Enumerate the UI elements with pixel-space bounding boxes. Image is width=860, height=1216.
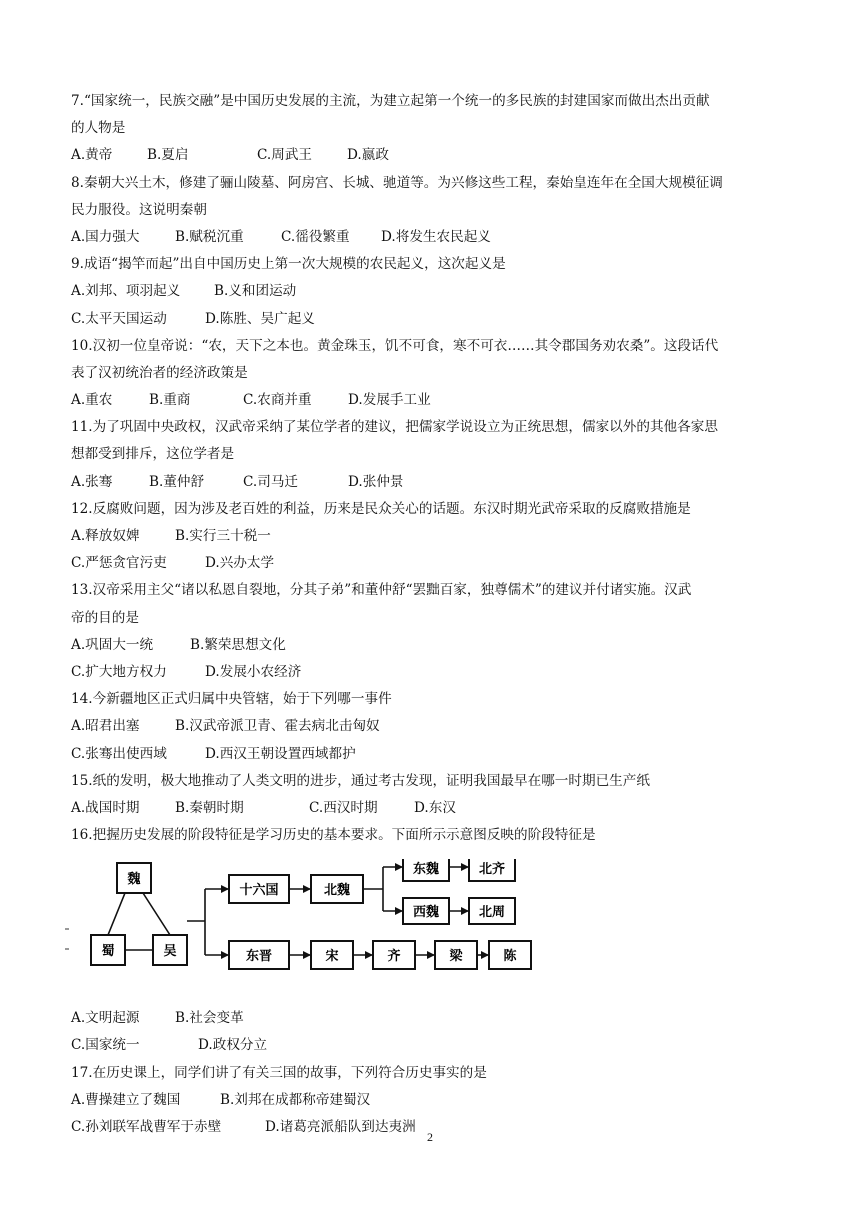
- diagram-box-chen: [489, 941, 531, 969]
- question: [71, 768, 791, 822]
- diagram-box-label: 东晋: [245, 949, 273, 965]
- option-row: [71, 795, 791, 822]
- question-stem: 10.汉初一位皇帝说：“农，天下之本也。黄金珠玉，饥不可食，寒不可衣……其令郡国务劝农桑”。这段话代: [71, 337, 719, 354]
- diagram-box-label: 北齐: [478, 862, 506, 878]
- answer-option[interactable]: B.秦朝时期: [175, 799, 244, 816]
- question-stem: 17.在历史课上，同学们讲了有关三国的故事，下列符合历史事实的是: [71, 1064, 487, 1081]
- question: [71, 686, 791, 768]
- option-row: [71, 469, 791, 496]
- diagram-box-label: 宋: [325, 949, 339, 965]
- diagram-box-label: 齐: [387, 949, 401, 965]
- diagram-box-label: 梁: [449, 949, 463, 965]
- option-row: [71, 1087, 791, 1114]
- question-stem: 帝的目的是: [71, 609, 139, 626]
- diagram-box-xiwei: [403, 898, 449, 924]
- question-stem: 8.秦朝大兴土木，修建了骊山陵墓、阿房宫、长城、驰道等。为兴修这些工程，秦始皇连年在全国大规模征调: [71, 174, 723, 191]
- answer-option[interactable]: A.黄帝: [71, 147, 113, 164]
- answer-option[interactable]: A.文明起源: [71, 1010, 140, 1027]
- answer-option[interactable]: D.嬴政: [347, 147, 389, 164]
- option-row: [71, 713, 791, 740]
- answer-option[interactable]: C.西汉时期: [309, 799, 378, 816]
- option-row: [71, 142, 791, 169]
- question: [71, 414, 791, 496]
- answer-option[interactable]: D.东汉: [414, 799, 456, 816]
- option-row: [71, 1005, 791, 1032]
- question-stem: 想都受到排斥，这位学者是: [71, 446, 235, 463]
- answer-option[interactable]: A.巩固大一统: [71, 636, 154, 653]
- arrow-head-icon: [395, 907, 403, 915]
- arrow-head-icon: [395, 863, 403, 871]
- question-stem: 14.今新疆地区正式归属中央管辖，始于下列哪一事件: [71, 691, 392, 708]
- answer-option[interactable]: B.刘邦在成都称帝建蜀汉: [220, 1091, 371, 1108]
- answer-option[interactable]: A.国力强大: [71, 228, 140, 245]
- diagram-box-wei: [117, 863, 151, 893]
- diagram-box-label: 西魏: [412, 905, 440, 921]
- option-row: [71, 523, 791, 550]
- arrow-head-icon: [221, 885, 229, 893]
- option-row: [71, 306, 791, 333]
- answer-option[interactable]: C.司马迁: [243, 473, 299, 490]
- page-number: 2: [427, 1130, 433, 1144]
- diagram-box-dongwei: [403, 859, 449, 881]
- diagram-box-dongjin: [229, 941, 289, 969]
- question-stem: 7.“国家统一，民族交融”是中国历史发展的主流，为建立起第一个统一的多民族的封建国家而做出杰出贡献: [71, 93, 710, 109]
- arrow-head-icon: [303, 951, 311, 959]
- option-row: [71, 387, 791, 414]
- answer-option[interactable]: B.重商: [149, 392, 191, 409]
- question-stem: 表了汉初统治者的经济政策是: [71, 364, 248, 381]
- answer-option[interactable]: D.陈胜、吴广起义: [205, 310, 315, 327]
- answer-option[interactable]: C.孙刘联军战曹军于赤壁: [71, 1119, 222, 1135]
- question-stem: 15.纸的发明，极大地推动了人类文明的进步，通过考古发现，证明我国最早在哪一时期已生产纸: [71, 772, 650, 789]
- answer-option[interactable]: B.义和团运动: [214, 283, 297, 300]
- arrow-head-icon: [427, 951, 435, 959]
- question: [71, 822, 791, 1060]
- option-row: [71, 550, 791, 577]
- question: [71, 1060, 791, 1142]
- answer-option[interactable]: A.昭君出塞: [71, 718, 140, 735]
- arrow-head-icon: [221, 951, 229, 959]
- diagram-box-wu: [153, 935, 187, 965]
- question-stem: 16.把握历史发展的阶段特征是学习历史的基本要求。下面所示示意图反映的阶段特征是: [71, 827, 596, 844]
- answer-option[interactable]: A.刘邦、项羽起义: [71, 283, 181, 300]
- diagram-box-liang: [435, 941, 477, 969]
- answer-option[interactable]: D.将发生农民起义: [381, 228, 491, 245]
- answer-option[interactable]: C.扩大地方权力: [71, 663, 167, 680]
- diagram-box-label: 北周: [478, 905, 506, 921]
- question-stem: 民力服役。这说明秦朝: [71, 201, 207, 218]
- answer-option[interactable]: D.政权分立: [198, 1037, 268, 1054]
- answer-option[interactable]: A.战国时期: [71, 799, 140, 816]
- diagram-connector: [108, 893, 125, 935]
- answer-option[interactable]: C.张骞出使西域: [71, 745, 167, 762]
- answer-option[interactable]: C.太平天国运动: [71, 310, 167, 327]
- answer-option[interactable]: C.农商并重: [243, 392, 312, 409]
- arrow-head-icon: [365, 951, 373, 959]
- diagram-connector: [143, 893, 170, 935]
- answer-option[interactable]: A.曹操建立了魏国: [71, 1091, 181, 1108]
- question: [71, 333, 791, 415]
- diagram-box-label: 蜀: [101, 944, 115, 960]
- diagram-box-qi: [373, 941, 415, 969]
- answer-option[interactable]: D.兴办太学: [205, 555, 275, 572]
- answer-option[interactable]: B.汉武帝派卫青、霍去病北击匈奴: [175, 718, 380, 735]
- option-row: [71, 1032, 791, 1059]
- diagram-box-beiqi: [469, 859, 515, 881]
- question-stem: 12.反腐败问题，因为涉及老百姓的利益，历来是民众关心的话题。东汉时期光武帝采取的反腐败措施是: [71, 500, 691, 517]
- answer-option[interactable]: B.繁荣思想文化: [190, 636, 286, 653]
- answer-option[interactable]: B.董仲舒: [149, 473, 205, 490]
- diagram-box-label: 吴: [163, 944, 177, 960]
- answer-option[interactable]: C.严惩贪官污吏: [71, 555, 167, 572]
- diagram-box-shu: [91, 935, 125, 965]
- option-row: [71, 224, 791, 251]
- answer-option[interactable]: A.释放奴婢: [71, 528, 140, 544]
- question: [71, 251, 791, 333]
- answer-option[interactable]: C.国家统一: [71, 1037, 140, 1054]
- arrow-head-icon: [461, 907, 469, 915]
- diagram-box-beiwei: [311, 875, 363, 903]
- diagram-box-label: 魏: [127, 872, 141, 888]
- dynasty-flow-diagram: [71, 859, 791, 999]
- answer-option[interactable]: C.徭役繁重: [281, 228, 350, 245]
- option-row: [71, 741, 791, 768]
- diagram-box-label: 陈: [503, 949, 517, 965]
- exam-page: [71, 88, 791, 1141]
- answer-option[interactable]: B.赋税沉重: [175, 228, 244, 245]
- answer-option[interactable]: D.发展手工业: [348, 392, 431, 409]
- arrow-head-icon: [461, 863, 469, 871]
- question-stem: 13.汉帝采用主父“诸以私恩自裂地，分其子弟”和董仲舒“罢黜百家，独尊儒术”的建议并付诸实施。汉武: [71, 582, 692, 599]
- question-stem: 11.为了巩固中央政权，汉武帝采纳了某位学者的建议，把儒家学说设立为正统思想，儒家以外的其他各家思: [71, 419, 718, 436]
- diagram-box-label: 东魏: [412, 862, 440, 878]
- answer-option[interactable]: A.张骞: [71, 473, 113, 490]
- option-row: [71, 659, 791, 686]
- answer-option[interactable]: D.诸葛亮派船队到达夷洲: [265, 1119, 416, 1135]
- question: [71, 88, 791, 170]
- diagram-box-song: [311, 941, 353, 969]
- answer-option[interactable]: D.西汉王朝设置西域都护: [205, 745, 356, 762]
- answer-option[interactable]: B.夏启: [147, 147, 189, 164]
- diagram-box-label: 北魏: [323, 883, 351, 899]
- answer-option[interactable]: B.社会变革: [175, 1010, 244, 1027]
- question: [71, 577, 791, 686]
- question-stem: 的人物是: [71, 120, 126, 137]
- answer-option[interactable]: B.实行三十税一: [175, 528, 271, 544]
- question: [71, 170, 791, 252]
- question: [71, 496, 791, 578]
- arrow-head-icon: [481, 951, 489, 959]
- diagram-box-beizhou: [469, 898, 515, 924]
- answer-option[interactable]: C.周武王: [257, 147, 313, 164]
- answer-option[interactable]: D.发展小农经济: [205, 663, 302, 680]
- arrow-head-icon: [303, 885, 311, 893]
- answer-option[interactable]: D.张仲景: [348, 473, 404, 490]
- option-row: [71, 278, 791, 305]
- diagram-svg: [65, 859, 535, 999]
- diagram-box-label: 十六国: [239, 883, 279, 899]
- question-stem: 9.成语“揭竿而起”出自中国历史上第一次大规模的农民起义，这次起义是: [71, 256, 506, 273]
- answer-option[interactable]: A.重农: [71, 392, 113, 409]
- diagram-box-sixteen: [229, 875, 289, 903]
- option-row: [71, 632, 791, 659]
